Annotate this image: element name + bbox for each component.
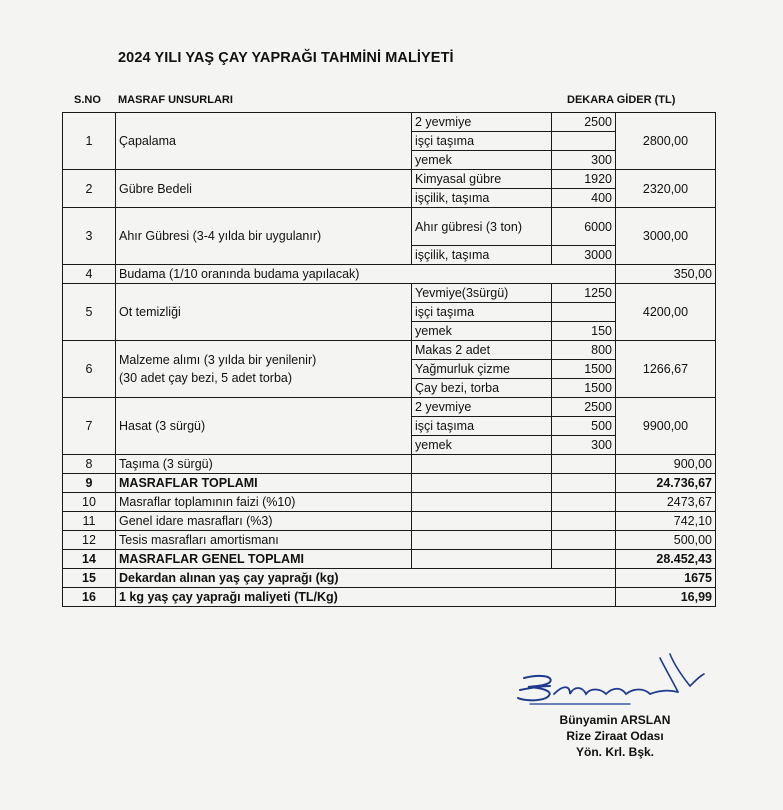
sub-item-label: Çay bezi, torba	[412, 379, 552, 398]
empty-cell	[412, 550, 552, 569]
cost-table	[62, 112, 716, 607]
row-total: 2320,00	[616, 170, 716, 208]
sub-item-label: işçilik, taşıma	[412, 189, 552, 208]
table-row	[63, 588, 716, 607]
table-row	[63, 550, 716, 569]
row-total: 350,00	[616, 265, 716, 284]
cost-item: Tesis masrafları amortismanı	[116, 531, 412, 550]
sub-item-label: yemek	[412, 151, 552, 170]
table-row	[63, 474, 716, 493]
handwritten-signature	[510, 650, 710, 710]
table-row	[63, 341, 716, 360]
sub-item-value: 2500	[552, 113, 616, 132]
table-row	[63, 265, 716, 284]
sub-item-value: 300	[552, 436, 616, 455]
sub-item-value: 300	[552, 151, 616, 170]
row-number: 11	[63, 512, 116, 531]
empty-cell	[552, 493, 616, 512]
sub-item-value: 2500	[552, 398, 616, 417]
row-number: 16	[63, 588, 116, 607]
document-title: 2024 YILI YAŞ ÇAY YAPRAĞI TAHMİNİ MALİYETİ	[118, 50, 454, 66]
cost-item: 1 kg yaş çay yaprağı maliyeti (TL/Kg)	[116, 588, 616, 607]
row-total: 9900,00	[616, 398, 716, 455]
table-row	[63, 569, 716, 588]
signer-title: Yön. Krl. Bşk.	[575, 745, 655, 759]
cost-item-line: (30 adet çay bezi, 5 adet torba)	[119, 371, 293, 385]
row-total: 742,10	[616, 512, 716, 531]
empty-cell	[412, 512, 552, 531]
table-row	[63, 170, 716, 189]
sub-item-value: 1500	[552, 360, 616, 379]
empty-cell	[552, 531, 616, 550]
empty-cell	[412, 455, 552, 474]
row-total: 900,00	[616, 455, 716, 474]
row-number: 3	[63, 208, 116, 265]
cost-item: Genel idare masrafları (%3)	[116, 512, 412, 531]
header-masraf-unsurlari: MASRAF UNSURLARI	[118, 94, 233, 106]
sub-item-label: işçi taşıma	[412, 132, 552, 151]
sub-item-label: yemek	[412, 322, 552, 341]
row-number: 15	[63, 569, 116, 588]
empty-cell	[412, 474, 552, 493]
table-row	[63, 113, 716, 132]
row-number: 6	[63, 341, 116, 398]
row-total: 500,00	[616, 531, 716, 550]
sub-item-value: 1500	[552, 379, 616, 398]
row-total: 2473,67	[616, 493, 716, 512]
row-total: 1266,67	[616, 341, 716, 398]
cost-item: MASRAFLAR GENEL TOPLAMI	[116, 550, 412, 569]
cost-item	[116, 341, 412, 398]
table-row	[63, 531, 716, 550]
sub-item-value	[552, 132, 616, 151]
row-total: 28.452,43	[616, 550, 716, 569]
sub-item-label: işçi taşıma	[412, 417, 552, 436]
cost-item: Budama (1/10 oranında budama yapılacak)	[116, 265, 616, 284]
row-number: 12	[63, 531, 116, 550]
sub-item-label: Ahır gübresi (3 ton)	[412, 208, 552, 246]
sub-item-label: 2 yevmiye	[412, 398, 552, 417]
table-row	[63, 455, 716, 474]
row-total: 16,99	[616, 588, 716, 607]
row-total: 24.736,67	[616, 474, 716, 493]
empty-cell	[552, 550, 616, 569]
sub-item-label: Makas 2 adet	[412, 341, 552, 360]
empty-cell	[552, 512, 616, 531]
table-row	[63, 398, 716, 417]
row-number: 14	[63, 550, 116, 569]
sub-item-value: 500	[552, 417, 616, 436]
sub-item-value: 3000	[552, 246, 616, 265]
sub-item-value: 150	[552, 322, 616, 341]
sub-item-value: 6000	[552, 208, 616, 246]
signature-block	[540, 712, 690, 760]
sub-item-label: işçilik, taşıma	[412, 246, 552, 265]
sub-item-value	[552, 303, 616, 322]
row-total: 3000,00	[616, 208, 716, 265]
row-number: 9	[63, 474, 116, 493]
row-number: 1	[63, 113, 116, 170]
sub-item-label: Yağmurluk çizme	[412, 360, 552, 379]
cost-item: Dekardan alınan yaş çay yaprağı (kg)	[116, 569, 616, 588]
empty-cell	[552, 455, 616, 474]
header-sno: S.NO	[74, 94, 101, 106]
sub-item-label: işçi taşıma	[412, 303, 552, 322]
cost-item: Ot temizliği	[116, 284, 412, 341]
cost-item: Masraflar toplamının faizi (%10)	[116, 493, 412, 512]
sub-item-value: 1250	[552, 284, 616, 303]
row-number: 2	[63, 170, 116, 208]
row-number: 4	[63, 265, 116, 284]
row-total: 4200,00	[616, 284, 716, 341]
sub-item-value: 400	[552, 189, 616, 208]
signer-organization: Rize Ziraat Odası	[566, 729, 664, 743]
sub-item-label: yemek	[412, 436, 552, 455]
sub-item-label: Yevmiye(3sürgü)	[412, 284, 552, 303]
table-row	[63, 284, 716, 303]
cost-item-line: Malzeme alımı (3 yılda bir yenilenir)	[119, 353, 317, 367]
row-number: 5	[63, 284, 116, 341]
cost-item: Hasat (3 sürgü)	[116, 398, 412, 455]
row-number: 8	[63, 455, 116, 474]
row-total: 1675	[616, 569, 716, 588]
cost-item: Ahır Gübresi (3-4 yılda bir uygulanır)	[116, 208, 412, 265]
table-row	[63, 208, 716, 246]
sub-item-value: 800	[552, 341, 616, 360]
cost-item: Çapalama	[116, 113, 412, 170]
empty-cell	[412, 531, 552, 550]
sub-item-label: Kimyasal gübre	[412, 170, 552, 189]
cost-item: MASRAFLAR TOPLAMI	[116, 474, 412, 493]
row-number: 7	[63, 398, 116, 455]
sub-item-value: 1920	[552, 170, 616, 189]
sub-item-label: 2 yevmiye	[412, 113, 552, 132]
table-row	[63, 512, 716, 531]
header-dekara-gider: DEKARA GİDER (TL)	[567, 94, 676, 106]
row-total: 2800,00	[616, 113, 716, 170]
empty-cell	[552, 474, 616, 493]
row-number: 10	[63, 493, 116, 512]
empty-cell	[412, 493, 552, 512]
cost-item: Taşıma (3 sürgü)	[116, 455, 412, 474]
signer-name: Bünyamin ARSLAN	[559, 713, 671, 727]
cost-item: Gübre Bedeli	[116, 170, 412, 208]
table-row	[63, 493, 716, 512]
